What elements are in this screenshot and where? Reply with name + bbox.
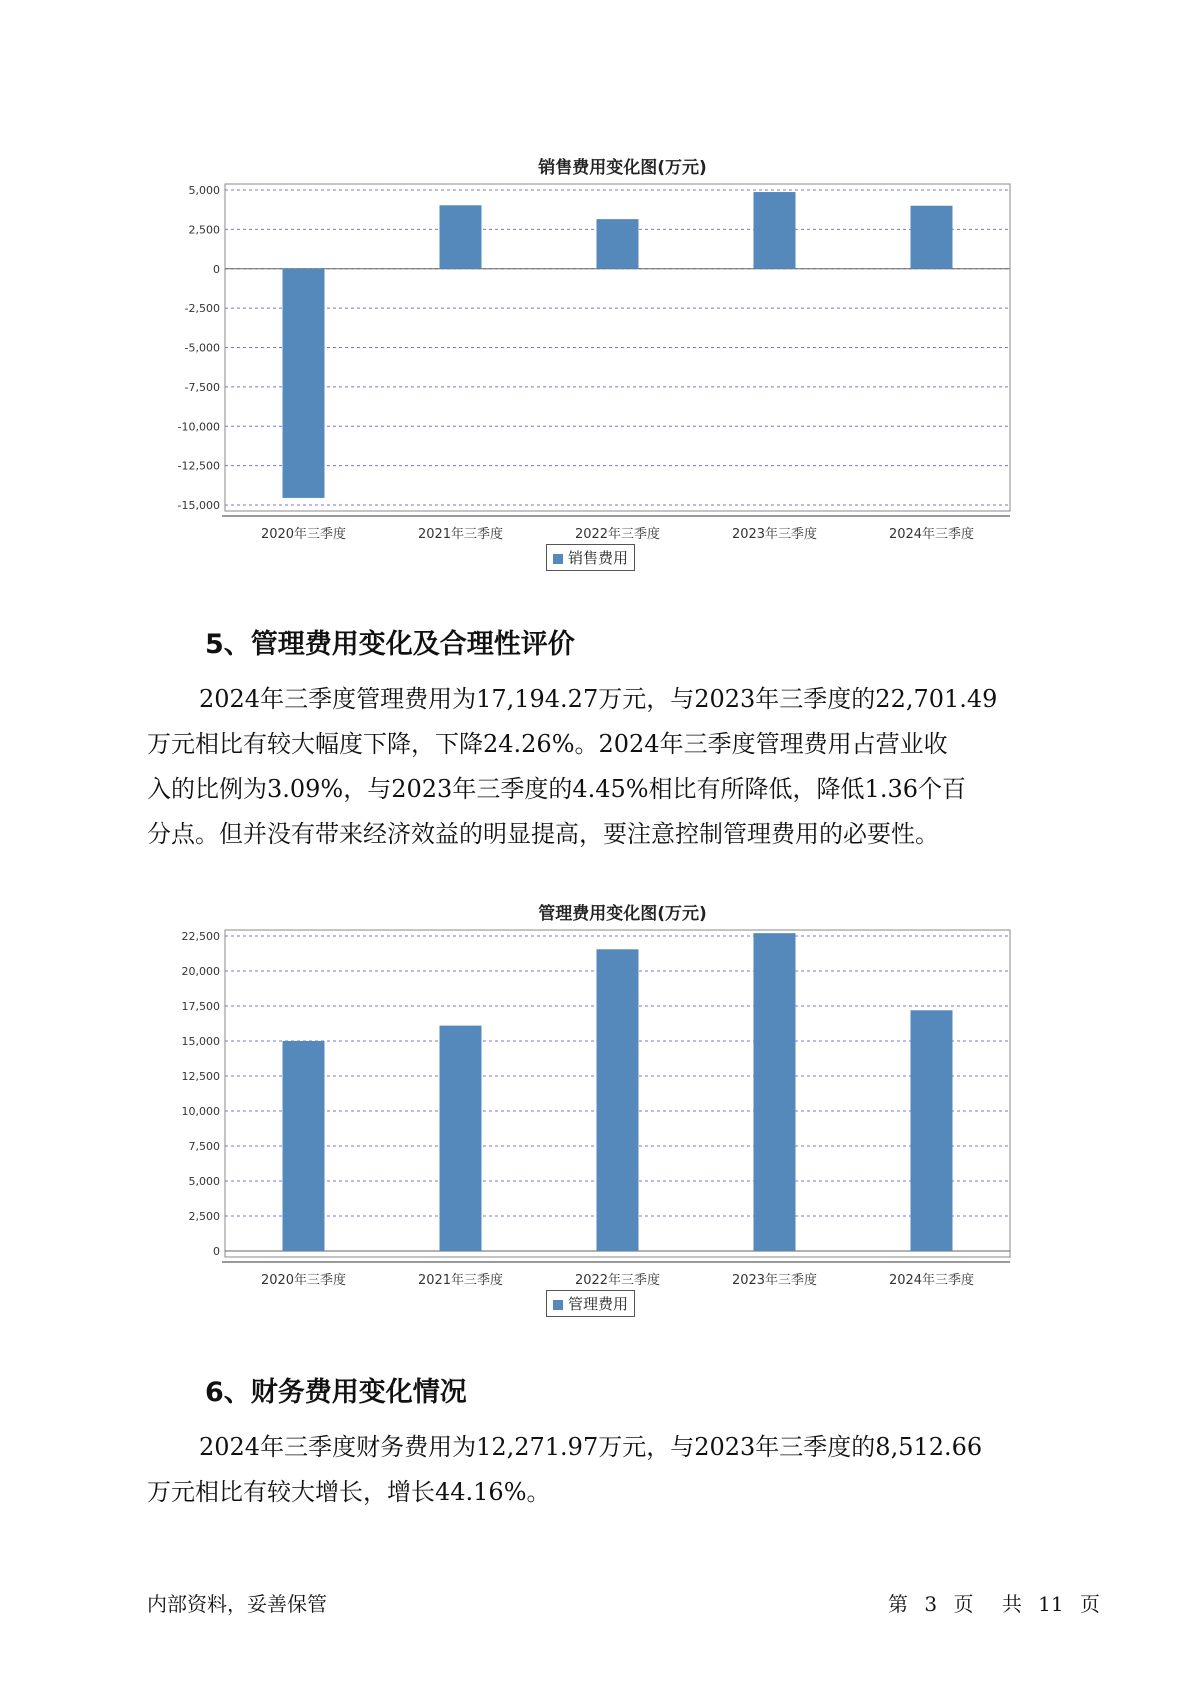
paragraph-line: 分点。但并没有带来经济效益的明显提高，要注意控制管理费用的必要性。 [147, 820, 939, 848]
paragraph-line: 2024年三季度管理费用为17,194.27万元，与2023年三季度的22,701.49 [199, 685, 998, 713]
y-tick-label: -2,500 [184, 302, 220, 316]
management-expense-paragraph [147, 677, 1077, 857]
paragraph-line: 入的比例为3.09%，与2023年三季度的4.45%相比有所降低，降低1.36个百 [147, 775, 966, 803]
bar-2024年三季度 [911, 1010, 953, 1251]
y-tick-label: 17,500 [181, 1000, 220, 1013]
paragraph-line: 万元相比有较大幅度下降，下降24.26%。2024年三季度管理费用占营业收 [147, 730, 948, 758]
y-tick-label: 0 [213, 262, 220, 276]
bar-2020年三季度 [283, 1041, 325, 1251]
y-tick-label: 7,500 [188, 1140, 220, 1153]
x-category-label: 2023年三季度 [731, 1273, 818, 1288]
chart-title: 销售费用变化图(万元) [538, 158, 707, 178]
sales-expense-chart-svg [0, 140, 1191, 600]
footer-page-prefix: 第 [888, 1592, 908, 1616]
y-tick-label: 20,000 [181, 965, 220, 978]
bar-2022年三季度 [597, 949, 639, 1251]
y-tick-label: 10,000 [181, 1105, 220, 1118]
footer-total-unit: 页 [1079, 1592, 1100, 1616]
footer-page-number [888, 1588, 1100, 1617]
y-tick-label: 2,500 [188, 223, 220, 237]
y-tick-label: 5,000 [188, 1175, 220, 1188]
x-category-label: 2024年三季度 [888, 1273, 975, 1288]
paragraph-line: 2024年三季度财务费用为12,271.97万元，与2023年三季度的8,512.66 [199, 1433, 983, 1461]
y-tick-label: 22,500 [181, 930, 220, 943]
management-expense-chart-svg [0, 886, 1191, 1346]
legend-label: 管理费用 [568, 1295, 629, 1313]
x-category-label: 2023年三季度 [731, 527, 818, 542]
y-tick-label: 5,000 [188, 184, 220, 197]
bar-2021年三季度 [440, 205, 482, 268]
y-tick-label: 12,500 [181, 1070, 220, 1083]
footer-confidential-note: 内部资料，妥善保管 [147, 1592, 327, 1616]
y-tick-label: -5,000 [184, 341, 220, 355]
sales-expense-chart [0, 140, 1191, 600]
bar-2020年三季度 [283, 269, 325, 498]
y-tick-label: -15,000 [177, 499, 220, 512]
x-category-label: 2020年三季度 [260, 1273, 347, 1288]
bar-2024年三季度 [911, 206, 953, 269]
finance-expense-paragraph [147, 1425, 1077, 1515]
chart-title: 管理费用变化图(万元) [538, 904, 707, 924]
y-tick-label: -12,500 [177, 459, 220, 473]
paragraph-line: 万元相比有较大增长，增长44.16%。 [147, 1478, 551, 1506]
legend-label: 销售费用 [568, 549, 629, 567]
y-tick-label: 2,500 [188, 1210, 220, 1223]
x-category-label: 2021年三季度 [417, 527, 504, 542]
x-category-label: 2022年三季度 [574, 1273, 661, 1288]
x-category-label: 2020年三季度 [260, 527, 347, 542]
legend-swatch [553, 1300, 563, 1310]
chart-legend [546, 544, 635, 571]
legend-swatch [553, 554, 563, 564]
x-category-label: 2024年三季度 [888, 527, 975, 542]
chart-legend [546, 1290, 635, 1317]
footer-page-unit: 页 [953, 1592, 974, 1616]
footer-page-total: 11 [1038, 1592, 1064, 1616]
bar-2021年三季度 [440, 1026, 482, 1251]
y-tick-label: 0 [213, 1245, 220, 1258]
bar-2023年三季度 [754, 192, 796, 269]
x-category-label: 2021年三季度 [417, 1273, 504, 1288]
section-heading-finance-expense: 6、财务费用变化情况 [205, 1377, 467, 1408]
footer-total-prefix: 共 [1001, 1592, 1022, 1616]
management-expense-chart [0, 886, 1191, 1346]
x-category-label: 2022年三季度 [574, 527, 661, 542]
bar-2023年三季度 [754, 933, 796, 1251]
y-tick-label: -10,000 [177, 420, 220, 434]
y-tick-label: 15,000 [181, 1035, 220, 1048]
footer-page-current: 3 [924, 1592, 938, 1616]
section-heading-management-expense: 5、管理费用变化及合理性评价 [205, 629, 575, 660]
y-tick-label: -7,500 [184, 380, 220, 394]
bar-2022年三季度 [597, 219, 639, 269]
